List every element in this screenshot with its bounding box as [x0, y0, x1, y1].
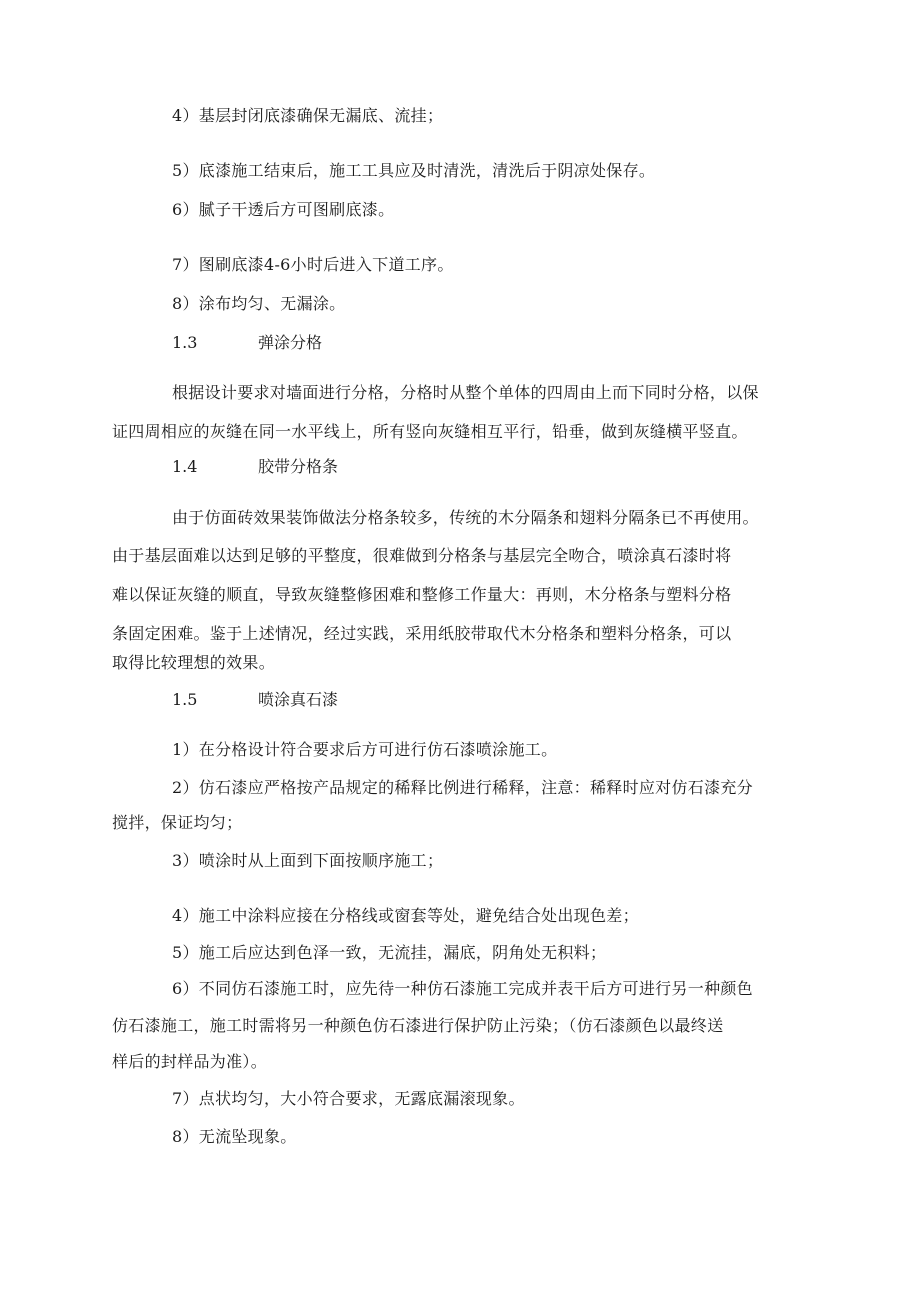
section-title: 弹涂分格 [258, 333, 323, 352]
item-base-sealer: 4）基层封闭底漆确保无漏底、流挂； [172, 106, 444, 125]
list-item: 3）喷涂时从上面到下面按顺序施工； [172, 851, 444, 870]
paragraph-line: 取得比较理想的效果。 [112, 653, 276, 672]
list-item: 5）施工后应达到色泽一致，无流挂，漏底，阴角处无积料； [172, 943, 607, 962]
list-item: 7）点状均匀，大小符合要求，无露底漏滚现象。 [172, 1089, 525, 1108]
paragraph-line: 由于仿面砖效果装饰做法分格条较多，传统的木分隔条和翅料分隔条已不再使用。 [172, 508, 759, 527]
item-primer-cleanup: 5）底漆施工结束后，施工工具应及时清洗，清洗后于阴凉处保存。 [172, 161, 656, 180]
list-item: 2）仿石漆应严格按产品规定的稀释比例进行稀释，注意：稀释时应对仿石漆充分 [172, 778, 753, 797]
section-title: 喷涂真石漆 [258, 690, 339, 709]
section-heading-1-5 [172, 690, 338, 710]
section-heading-1-4 [172, 457, 338, 477]
list-item: 6）不同仿石漆施工时，应先待一种仿石漆施工完成并表干后方可进行另一种颜色 [172, 979, 753, 998]
list-item: 1）在分格设计符合要求后方可进行仿石漆喷涂施工。 [172, 740, 558, 759]
section-number: 1.4 [172, 457, 198, 476]
section-number: 1.3 [172, 333, 198, 352]
list-item: 4）施工中涂料应接在分格线或窗套等处，避免结合处出现色差； [172, 906, 639, 925]
paragraph-line: 由于基层面难以达到足够的平整度，很难做到分格条与基层完全吻合，喷涂真石漆时将 [112, 546, 732, 565]
paragraph-line: 证四周相应的灰缝在同一水平线上，所有竖向灰缝相互平行，铅垂，做到灰缝横平竖直。 [112, 422, 748, 441]
list-item-continuation: 样后的封样品为准）。 [112, 1052, 268, 1071]
item-even-coating: 8）涂布均匀、无漏涂。 [172, 294, 346, 313]
paragraph-line: 根据设计要求对墙面进行分格，分格时从整个单体的四周由上而下同时分格，以保 [172, 383, 759, 402]
paragraph-line: 条固定困难。鉴于上述情况，经过实践，采用纸胶带取代木分格条和塑料分格条，可以 [112, 624, 732, 643]
list-item-continuation: 搅拌，保证均匀； [112, 813, 243, 832]
section-number: 1.5 [172, 690, 198, 709]
item-putty-dry: 6）腻子干透后方可图刷底漆。 [172, 200, 395, 219]
list-item-continuation: 仿石漆施工，施工时需将另一种颜色仿石漆进行保护防止污染；（仿石漆颜色以最终送 [112, 1016, 724, 1035]
section-heading-1-3 [172, 333, 322, 353]
list-item: 8）无流坠现象。 [172, 1127, 297, 1146]
paragraph-line: 难以保证灰缝的顺直，导致灰缝整修困难和整修工作量大：再则，木分格条与塑料分格 [112, 585, 732, 604]
section-title: 胶带分格条 [258, 457, 339, 476]
item-primer-interval: 7）图刷底漆4-6小时后进入下道工序。 [172, 255, 454, 274]
